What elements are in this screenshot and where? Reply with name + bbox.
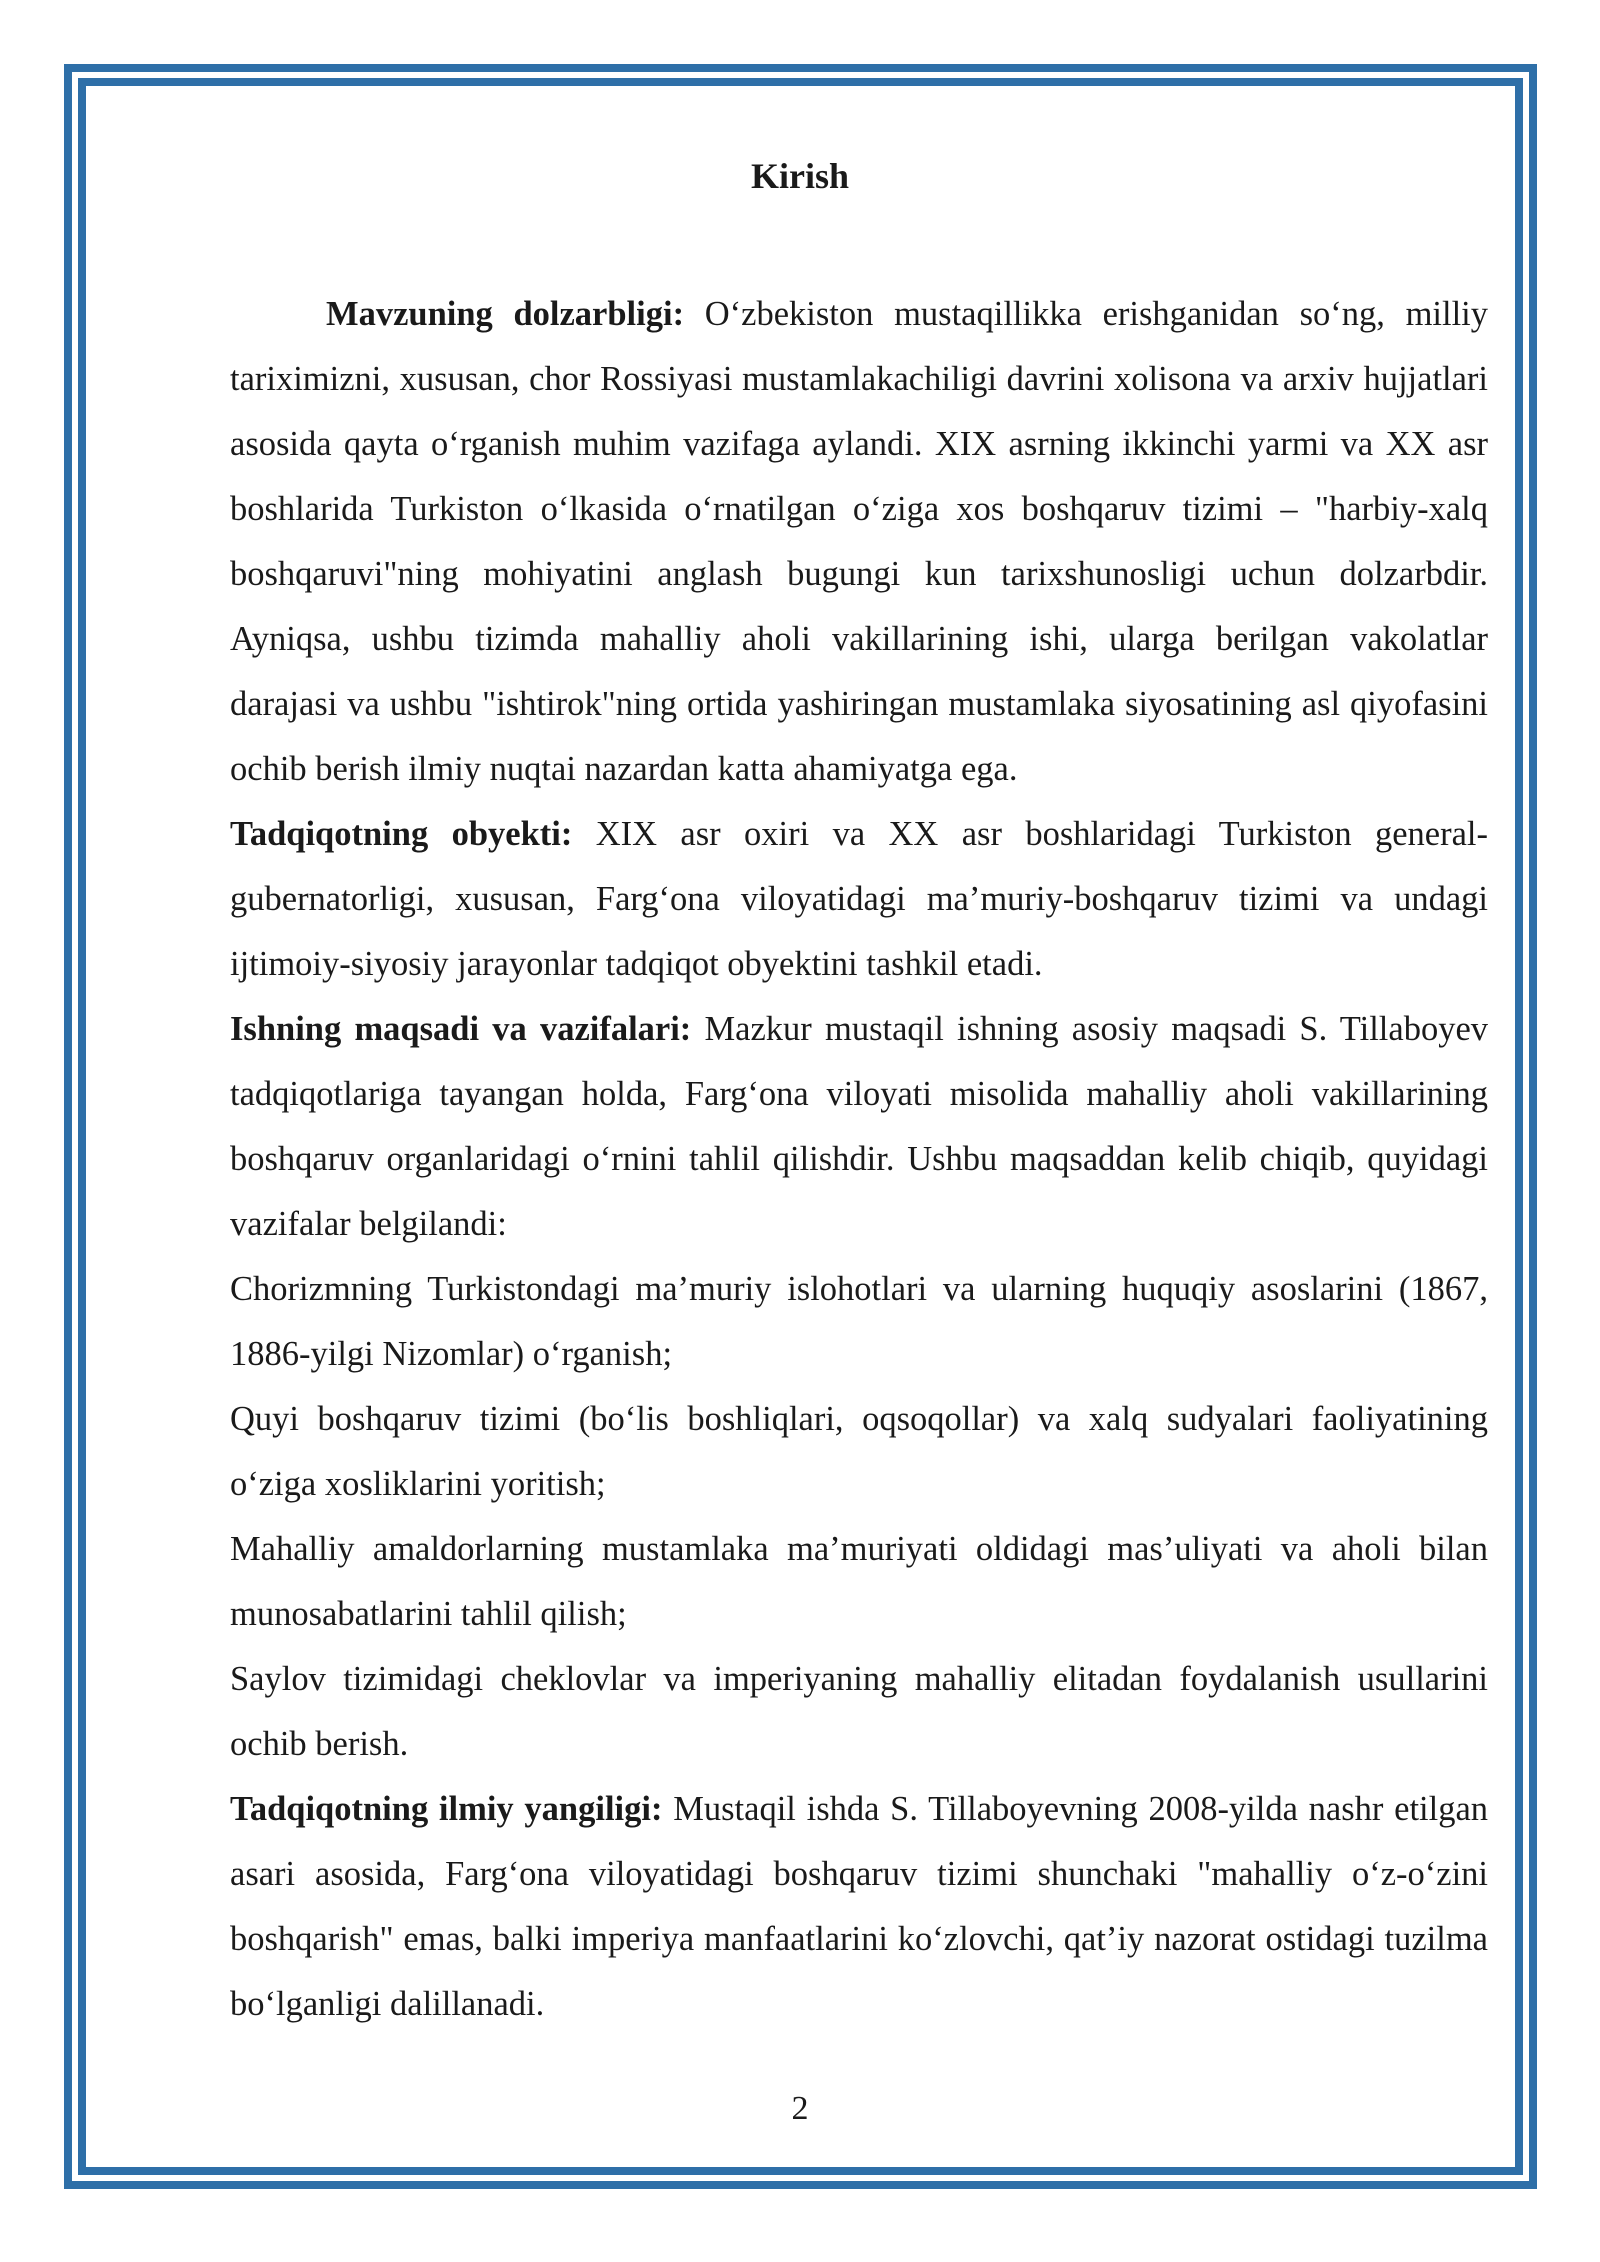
- paragraph-novelty: [230, 1777, 1488, 2037]
- task-item: Chorizmning Turkistondagi ma’muriy islohotlari va ularning huquqiy asoslarini (1867, 1886-yilgi Nizomlar) o‘rganish;: [230, 1270, 1488, 1373]
- page-title: Kirish: [750, 156, 849, 196]
- paragraph-relevance: [230, 282, 1488, 802]
- document-body: [230, 282, 1488, 2037]
- paragraph-label: Tadqiqotning obyekti:: [230, 815, 573, 853]
- paragraph-object: [230, 802, 1488, 997]
- paragraph-label: Tadqiqotning ilmiy yangiligi:: [230, 1790, 663, 1828]
- page-number: 2: [791, 2090, 809, 2127]
- task-item: Mahalliy amaldorlarning mustamlaka ma’muriyati oldidagi mas’uliyati va aholi bilan munosabatlarini tahlil qilish;: [230, 1530, 1488, 1633]
- task-item: Saylov tizimidagi cheklovlar va imperiyaning mahalliy elitadan foydalanish usullarini ochib berish.: [230, 1660, 1488, 1763]
- task-item: Quyi boshqaruv tizimi (bo‘lis boshliqlari, oqsoqollar) va xalq sudyalari faoliyatining o‘ziga xosliklarini yoritish;: [230, 1400, 1488, 1503]
- paragraph-text: Mustaqil ishda S. Tillaboyevning 2008-yilda nashr etilgan asari asosida, Farg‘ona viloyatidagi boshqaruv tizimi shunchaki "mahalliy o‘z-o‘zini boshqarish" emas, balki imperiya manfaatlarini ko‘zlovchi, qat’iy nazorat ostidagi tuzilma bo‘lganligi dalillanadi.: [230, 1790, 1489, 2023]
- paragraph-text: XIX asr oxiri va XX asr boshlaridagi Turkiston general-gubernatorligi, xususan, Farg‘ona viloyatidagi ma’muriy-boshqaruv tizimi va undagi ijtimoiy-siyosiy jarayonlar tadqiqot obyektini tashkil etadi.: [230, 815, 1488, 983]
- paragraph-text: Mazkur mustaqil ishning asosiy maqsadi S. Tillaboyev tadqiqotlariga tayangan holda, Farg‘ona viloyati misolida mahalliy aholi vakillarining boshqaruv organlaridagi o‘rnini tahlil qilishdir. Ushbu maqsaddan kelib chiqib, quyidagi vazifalar belgilandi:: [230, 1010, 1489, 1243]
- paragraph-goals: [230, 997, 1488, 1257]
- paragraph-text: O‘zbekiston mustaqillikka erishganidan so‘ng, milliy tariximizni, xususan, chor Rossiyasi mustamlakachiligi davrini xolisona va arxiv hujjatlari asosida qayta o‘rganish muhim vazifaga aylandi. XIX asrning ikkinchi yarmi va XX asr boshlarida Turkiston o‘lkasida o‘rnatilgan o‘ziga xos boshqaruv tizimi – "harbiy-xalq boshqaruvi"ning mohiyatini anglash bugungi kun tarixshunosligi uchun dolzarbdir. Ayniqsa, ushbu tizimda mahalliy aholi vakillarining ishi, ularga berilgan vakolatlar darajasi va ushbu "ishtirok"ning ortida yashiringan mustamlaka siyosatining asl qiyofasini ochib berish ilmiy nuqtai nazardan katta ahamiyatga ega.: [230, 295, 1488, 788]
- paragraph-label: Ishning maqsadi va vazifalari:: [230, 1010, 692, 1048]
- paragraph-label: Mavzuning dolzarbligi:: [326, 295, 685, 333]
